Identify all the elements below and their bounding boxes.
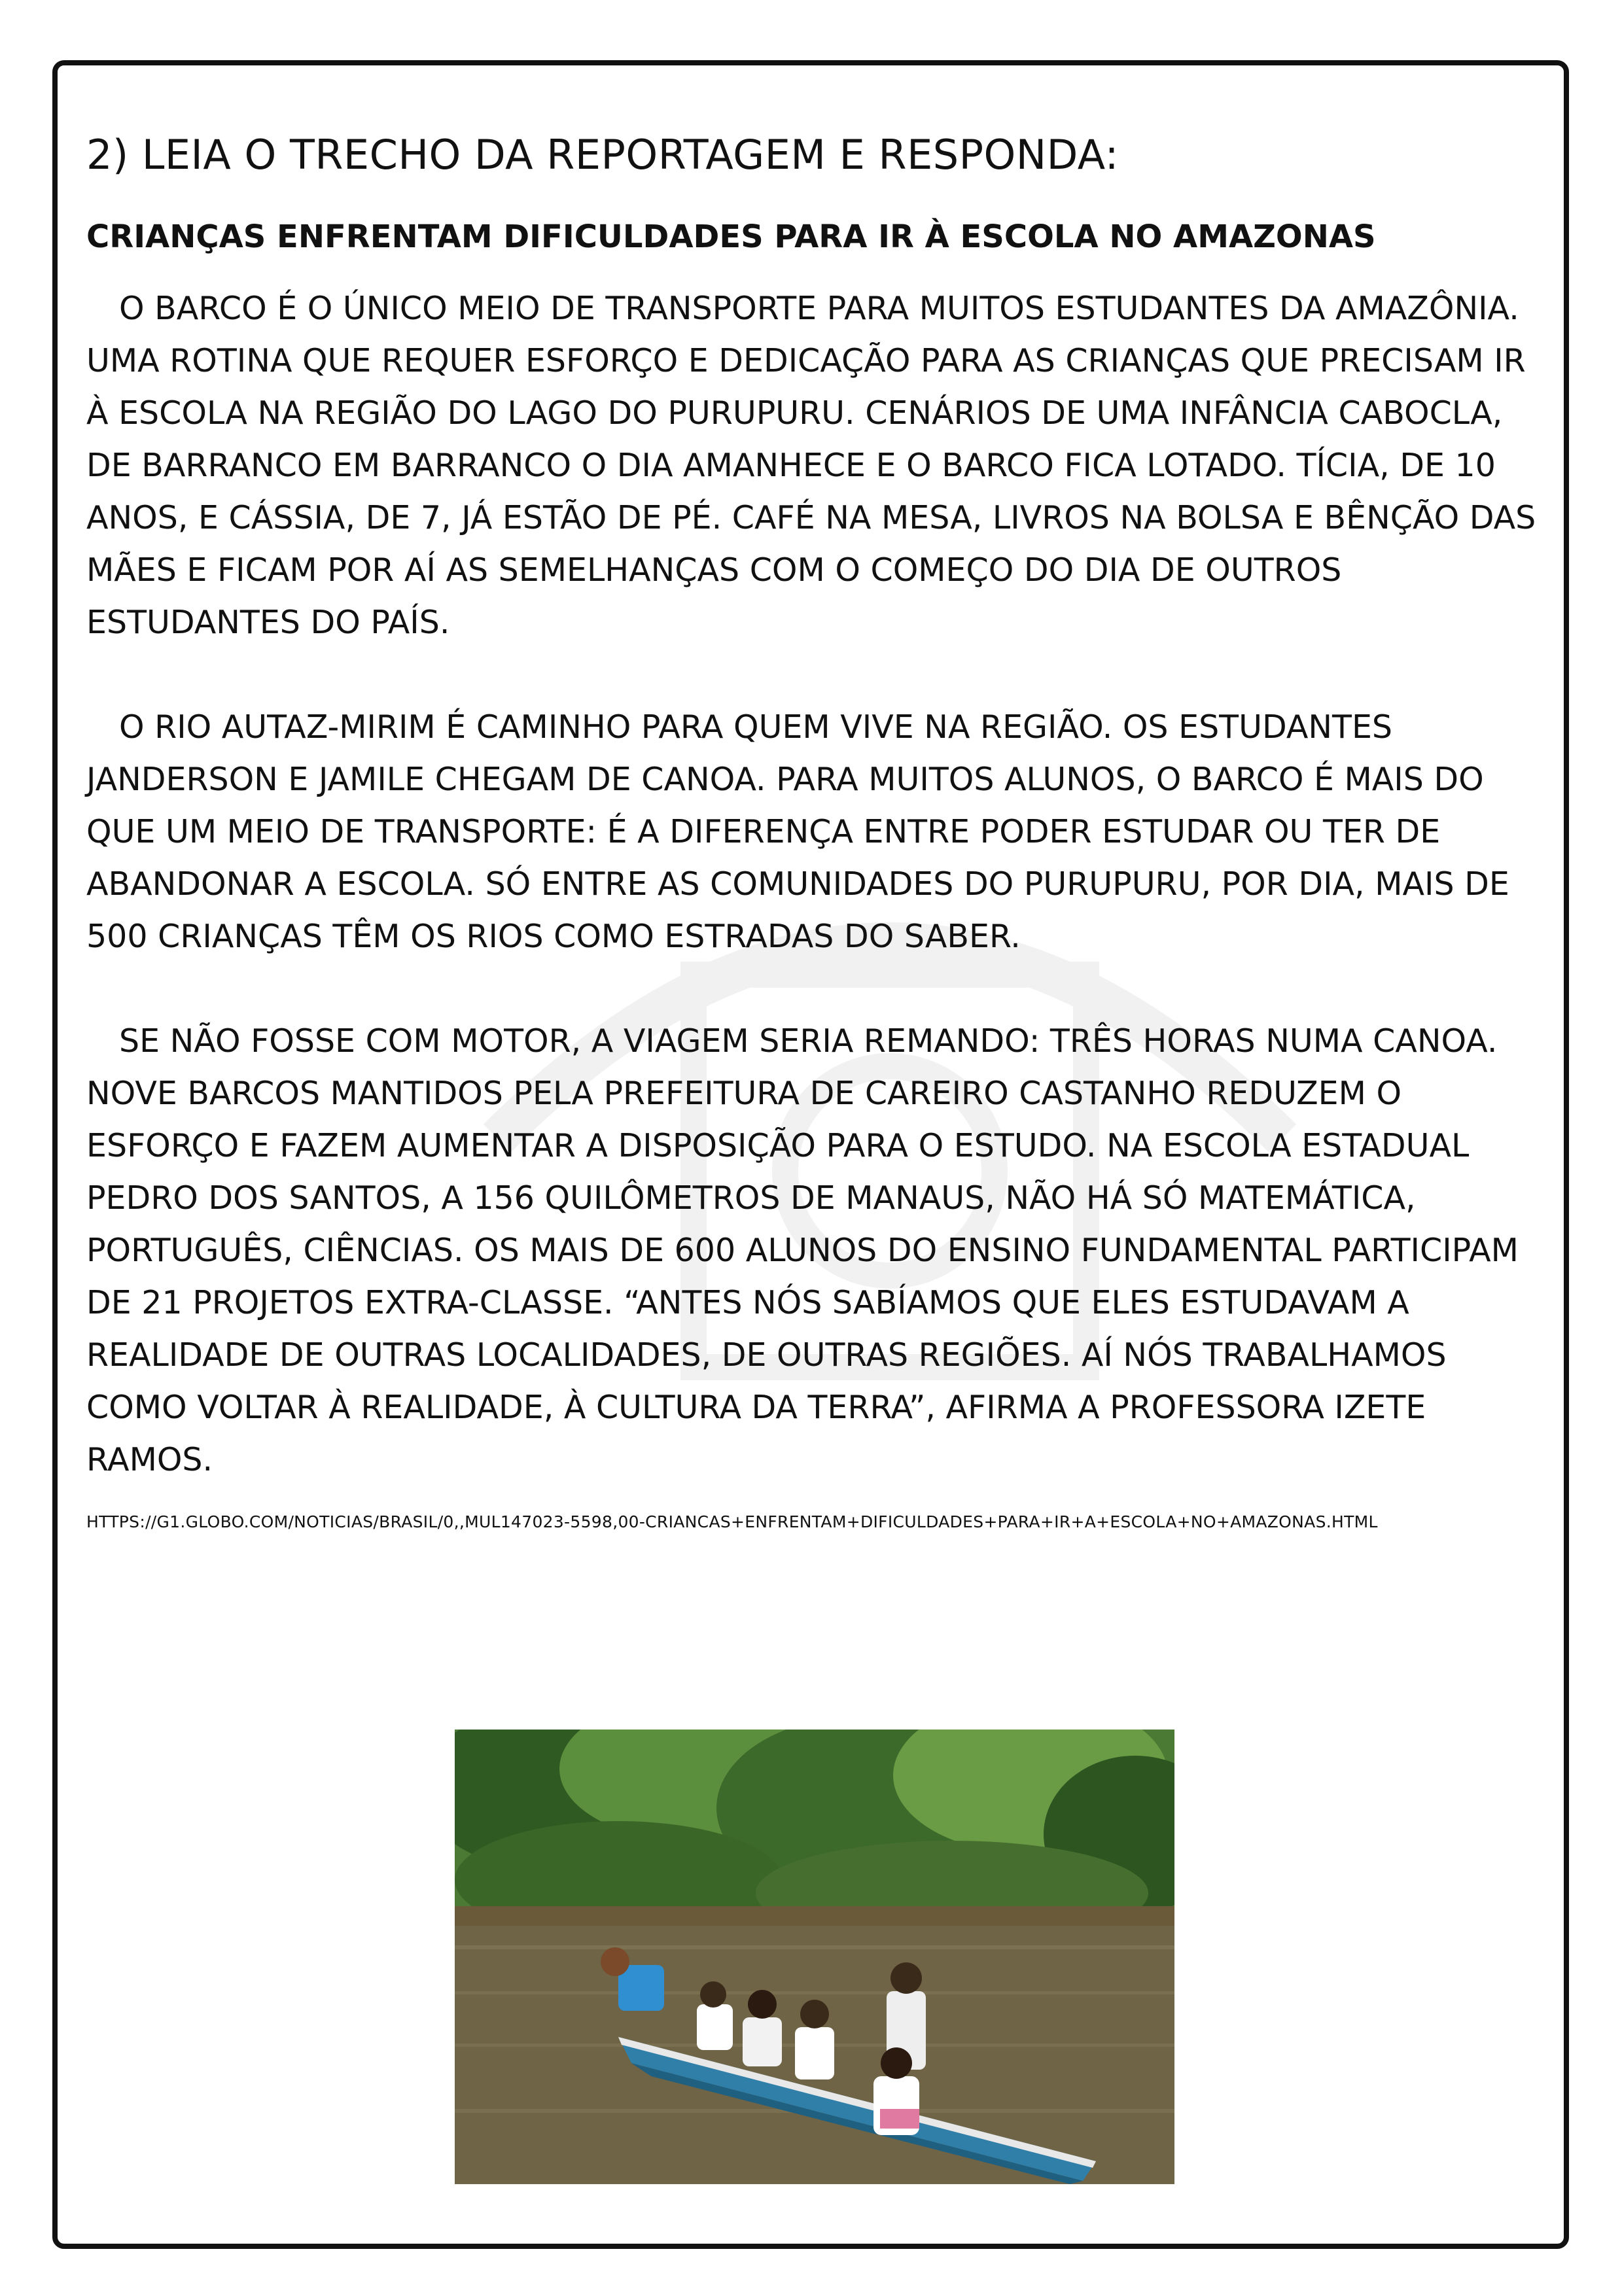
question-title: 2) LEIA O TRECHO DA REPORTAGEM E RESPONDA: <box>86 131 1120 179</box>
article-paragraph-1 <box>86 283 1545 649</box>
paragraph-text: SE NÃO FOSSE COM MOTOR, A VIAGEM SERIA REMANDO: TRÊS HORAS NUMA CANOA. NOVE BARCOS MANTIDOS PELA PREFEITURA DE CAREIRO CASTANHO REDUZEM O ESFORÇO E FAZEM AUMENTAR A DISPOSIÇÃO PARA O ESTUDO. NA ESCOLA ESTADUAL PEDRO DOS SANTOS, A 156 QUILÔMETROS DE MANAUS, NÃO HÁ SÓ MATEMÁTICA, PORTUGUÊS, CIÊNCIAS. OS MAIS DE 600 ALUNOS DO ENSINO FUNDAMENTAL PARTICIPAM DE 21 PROJETOS EXTRA-CLASSE. “ANTES NÓS SABÍAMOS QUE ELES ESTUDAVAM A REALIDADE DE OUTRAS LOCALIDADES, DE OUTRAS REGIÕES. AÍ NÓS TRABALHAMOS COMO VOLTAR À REALIDADE, À CULTURA DA TERRA”, AFIRMA A PROFESSORA IZETE RAMOS. <box>86 1022 1519 1478</box>
canoe-photo <box>455 1730 1174 2184</box>
paragraph-text: O BARCO É O ÚNICO MEIO DE TRANSPORTE PARA MUITOS ESTUDANTES DA AMAZÔNIA. UMA ROTINA QUE REQUER ESFORÇO E DEDICAÇÃO PARA AS CRIANÇAS QUE PRECISAM IR À ESCOLA NA REGIÃO DO LAGO DO PURUPURU. CENÁRIOS DE UMA INFÂNCIA CABOCLA, DE BARRANCO EM BARRANCO O DIA AMANHECE E O BARCO FICA LOTADO. TÍCIA, DE 10 ANOS, E CÁSSIA, DE 7, JÁ ESTÃO DE PÉ. CAFÉ NA MESA, LIVROS NA BOLSA E BÊNÇÃO DAS MÃES E FICAM POR AÍ AS SEMELHANÇAS COM O COMEÇO DO DIA DE OUTROS ESTUDANTES DO PAÍS. <box>86 289 1536 641</box>
article-headline: CRIANÇAS ENFRENTAM DIFICULDADES PARA IR À ESCOLA NO AMAZONAS <box>86 218 1376 256</box>
article-paragraph-2 <box>86 701 1545 963</box>
canoe-photo-illustration <box>455 1730 1174 2184</box>
article-paragraph-3 <box>86 1015 1545 1486</box>
article-content <box>86 131 1545 1531</box>
source-link[interactable]: HTTPS://G1.GLOBO.COM/NOTICIAS/BRASIL/0,,MUL147023-5598,00-CRIANCAS+ENFRENTAM+DIFICULDADES+PARA+IR+A+ESCOLA+NO+AMAZONAS.HTML <box>86 1512 1378 1531</box>
paragraph-text: O RIO AUTAZ-MIRIM É CAMINHO PARA QUEM VIVE NA REGIÃO. OS ESTUDANTES JANDERSON E JAMILE CHEGAM DE CANOA. PARA MUITOS ALUNOS, O BARCO É MAIS DO QUE UM MEIO DE TRANSPORTE: É A DIFERENÇA ENTRE PODER ESTUDAR OU TER DE ABANDONAR A ESCOLA. SÓ ENTRE AS COMUNIDADES DO PURUPURU, POR DIA, MAIS DE 500 CRIANÇAS TÊM OS RIOS COMO ESTRADAS DO SABER. <box>86 708 1509 955</box>
